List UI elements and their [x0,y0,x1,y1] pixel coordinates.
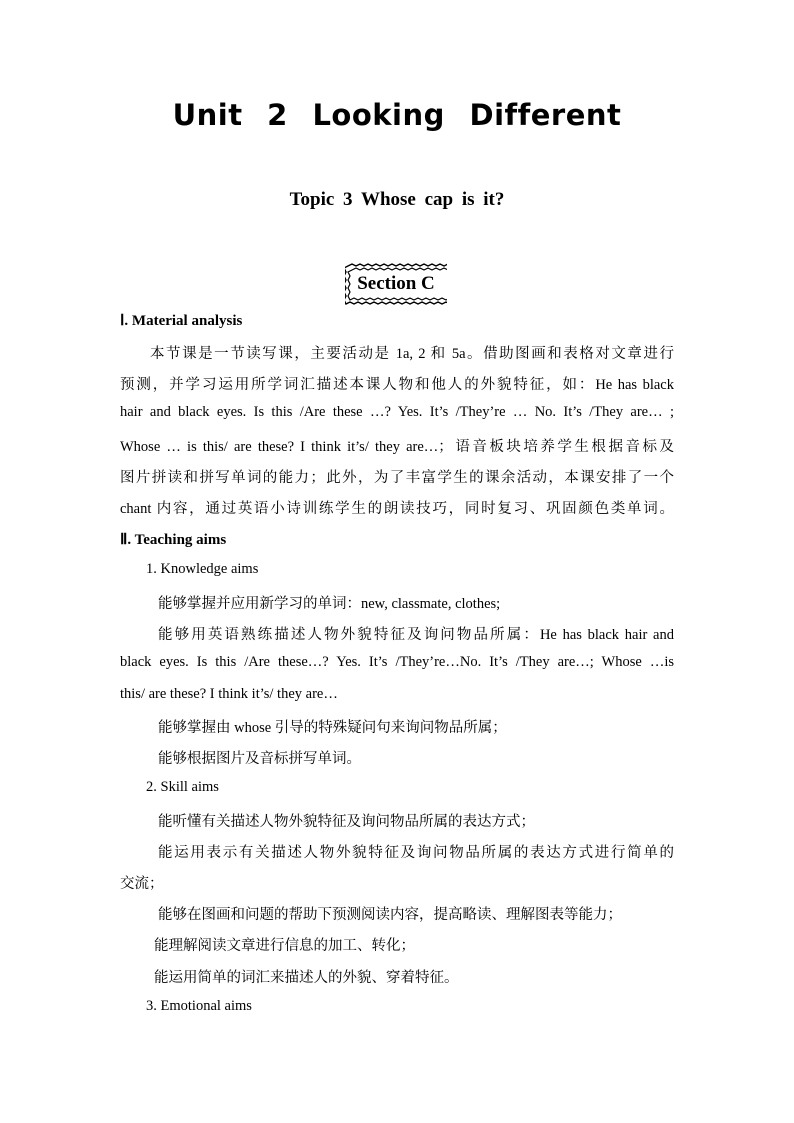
unit-title: Unit 2 Looking Different [172,98,622,132]
skill-aims-title: 2. Skill aims [146,779,219,795]
section-label: Section C [357,273,435,294]
material-line-2: 预测，并学习运用所学词汇描述本课人物和他人的外貌特征，如：He has black [120,377,674,393]
skill-line-6: 能运用简单的词汇来描述人的外貌、穿着特征。 [154,970,459,986]
section-badge [345,263,447,305]
material-line-5: 图片拼读和拼写单词的能力；此外，为了丰富学生的课余活动，本课安排了一个 [120,470,674,486]
material-line-1: 本节课是一节读写课，主要活动是 1a, 2 和 5a。借助图画和表格对文章进行 [150,346,674,362]
knowledge-aims-title: 1. Knowledge aims [146,561,259,577]
material-line-6: chant 内容，通过英语小诗训练学生的朗读技巧，同时复习、巩固颜色类单词。 [120,501,674,517]
skill-line-3: 交流； [120,876,164,892]
emotional-aims-title: 3. Emotional aims [146,998,252,1014]
skill-line-4: 能够在图画和问题的帮助下预测阅读内容，提高略读、理解图表等能力； [158,907,622,923]
knowledge-line-6: 能够根据图片及音标拼写单词。 [158,751,361,767]
skill-line-5: 能理解阅读文章进行信息的加工、转化； [154,938,415,954]
knowledge-line-1: 能够掌握并应用新学习的单词：new, classmate, clothes; [158,596,501,612]
knowledge-line-2: 能够用英语熟练描述人物外貌特征及询问物品所属：He has black hair and [158,627,674,643]
material-line-4: Whose … is this/ are these? I think it’s/ they are…；语音板块培养学生根据音标及 [120,439,674,455]
knowledge-line-3: black eyes. Is this /Are these…? Yes. It’s /They’re…No. It’s /They are…; Whose …is [120,654,674,670]
skill-line-2: 能运用表示有关描述人物外貌特征及询问物品所属的表达方式进行简单的 [158,845,674,861]
material-analysis-heading: Ⅰ. Material analysis [120,313,243,329]
skill-line-1: 能听懂有关描述人物外貌特征及询问物品所属的表达方式； [158,814,535,830]
knowledge-line-4: this/ are these? I think it’s/ they are… [120,686,338,702]
knowledge-line-5: 能够掌握由 whose 引导的特殊疑问句来询问物品所属； [158,720,507,736]
material-line-3: hair and black eyes. Is this /Are these …? Yes. It’s /They’re … No. It’s /They are… ; [120,404,674,420]
teaching-aims-heading: Ⅱ. Teaching aims [120,532,227,548]
topic-title: Topic 3 Whose cap is it? [289,189,505,210]
